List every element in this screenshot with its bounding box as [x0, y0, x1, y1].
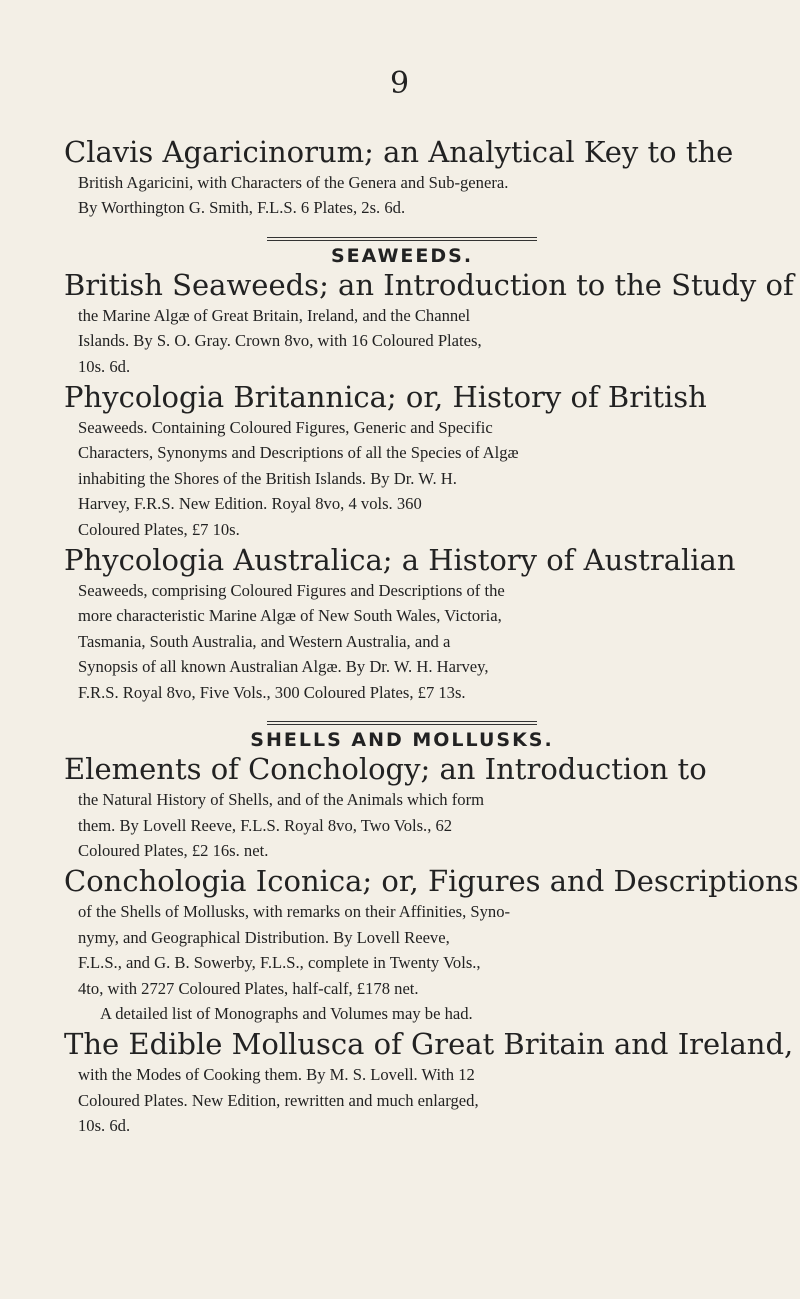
- section-divider: [267, 237, 537, 241]
- entry-line: 10s. 6d.: [78, 356, 131, 376]
- entry-line: inhabiting the Shores of the British Islands. By Dr. W. H.: [78, 468, 457, 488]
- catalogue-content: [64, 134, 799, 1139]
- entry-title: Phycologia Australica; a History of Australian: [64, 543, 736, 578]
- entry-conchologia-iconica: [64, 863, 799, 1026]
- entry-line: Coloured Plates. New Edition, rewritten and much enlarged,: [78, 1090, 479, 1110]
- entry-line: them. By Lovell Reeve, F.L.S. Royal 8vo, Two Vols., 62: [78, 815, 453, 835]
- entry-line: F.L.S., and G. B. Sowerby, F.L.S., complete in Twenty Vols.,: [78, 953, 481, 973]
- entry-line: Synopsis of all known Australian Algæ. By Dr. W. H. Harvey,: [78, 657, 489, 677]
- entry-line: nymy, and Geographical Distribution. By Lovell Reeve,: [78, 927, 450, 947]
- entry-title: Phycologia Britannica; or, History of British: [64, 380, 707, 415]
- entry-title: Conchologia Iconica; or, Figures and Descriptions: [64, 864, 799, 899]
- entry-line: F.R.S. Royal 8vo, Five Vols., 300 Coloured Plates, £7 13s.: [78, 682, 466, 702]
- entry-line: 4to, with 2727 Coloured Plates, half-calf, £178 net.: [78, 978, 419, 998]
- entry-line: Islands. By S. O. Gray. Crown 8vo, with 16 Coloured Plates,: [78, 331, 482, 351]
- entry-edible-mollusca: [64, 1026, 794, 1138]
- entry-phycologia-britannica: [64, 379, 740, 542]
- entry-phycologia-australica: [64, 542, 740, 705]
- section-heading-shells: SHELLS AND MOLLUSKS.: [250, 729, 554, 752]
- entry-line: Seaweeds. Containing Coloured Figures, Generic and Specific: [78, 418, 493, 438]
- entry-line: Tasmania, South Australia, and Western Australia, and a: [78, 631, 451, 651]
- entry-title: Elements of Conchology; an Introduction to: [64, 752, 707, 787]
- entry-line: of the Shells of Mollusks, with remarks on their Affinities, Syno-: [78, 902, 511, 922]
- entry-note: A detailed list of Monographs and Volumes may be had.: [100, 1003, 473, 1023]
- page-number: 9: [389, 66, 411, 101]
- entry-title: The Edible Mollusca of Great Britain and Ireland,: [64, 1027, 794, 1062]
- entry-line: By Worthington G. Smith, F.L.S. 6 Plates, 2s. 6d.: [78, 198, 406, 218]
- entry-line: the Marine Algæ of Great Britain, Ireland, and the Channel: [78, 305, 471, 325]
- entry-line: the Natural History of Shells, and of the Animals which form: [78, 790, 485, 810]
- entry-line: Characters, Synonyms and Descriptions of all the Species of Algæ: [78, 443, 519, 463]
- entry-clavis-agaricinorum: [64, 134, 740, 221]
- entry-line: 10s. 6d.: [78, 1116, 131, 1136]
- entry-line: Harvey, F.R.S. New Edition. Royal 8vo, 4 vols. 360: [78, 494, 422, 514]
- entry-line: British Agaricini, with Characters of the Genera and Sub-genera.: [78, 173, 509, 192]
- entry-british-seaweeds: [64, 267, 794, 379]
- entry-title: Clavis Agaricinorum; an Analytical Key to the: [64, 135, 734, 169]
- entry-line: with the Modes of Cooking them. By M. S. Lovell. With 12: [78, 1065, 475, 1085]
- entry-line: Coloured Plates, £7 10s.: [78, 519, 240, 539]
- entry-line: Seaweeds, comprising Coloured Figures and Descriptions of the: [78, 581, 505, 601]
- entry-title: British Seaweeds; an Introduction to the Study of: [64, 267, 794, 302]
- entry-elements-of-conchology: [64, 751, 740, 863]
- entry-line: Coloured Plates, £2 16s. net.: [78, 840, 269, 860]
- entry-line: more characteristic Marine Algæ of New South Wales, Victoria,: [78, 606, 502, 626]
- section-divider: [267, 721, 537, 725]
- section-heading-seaweeds: SEAWEEDS.: [330, 244, 474, 267]
